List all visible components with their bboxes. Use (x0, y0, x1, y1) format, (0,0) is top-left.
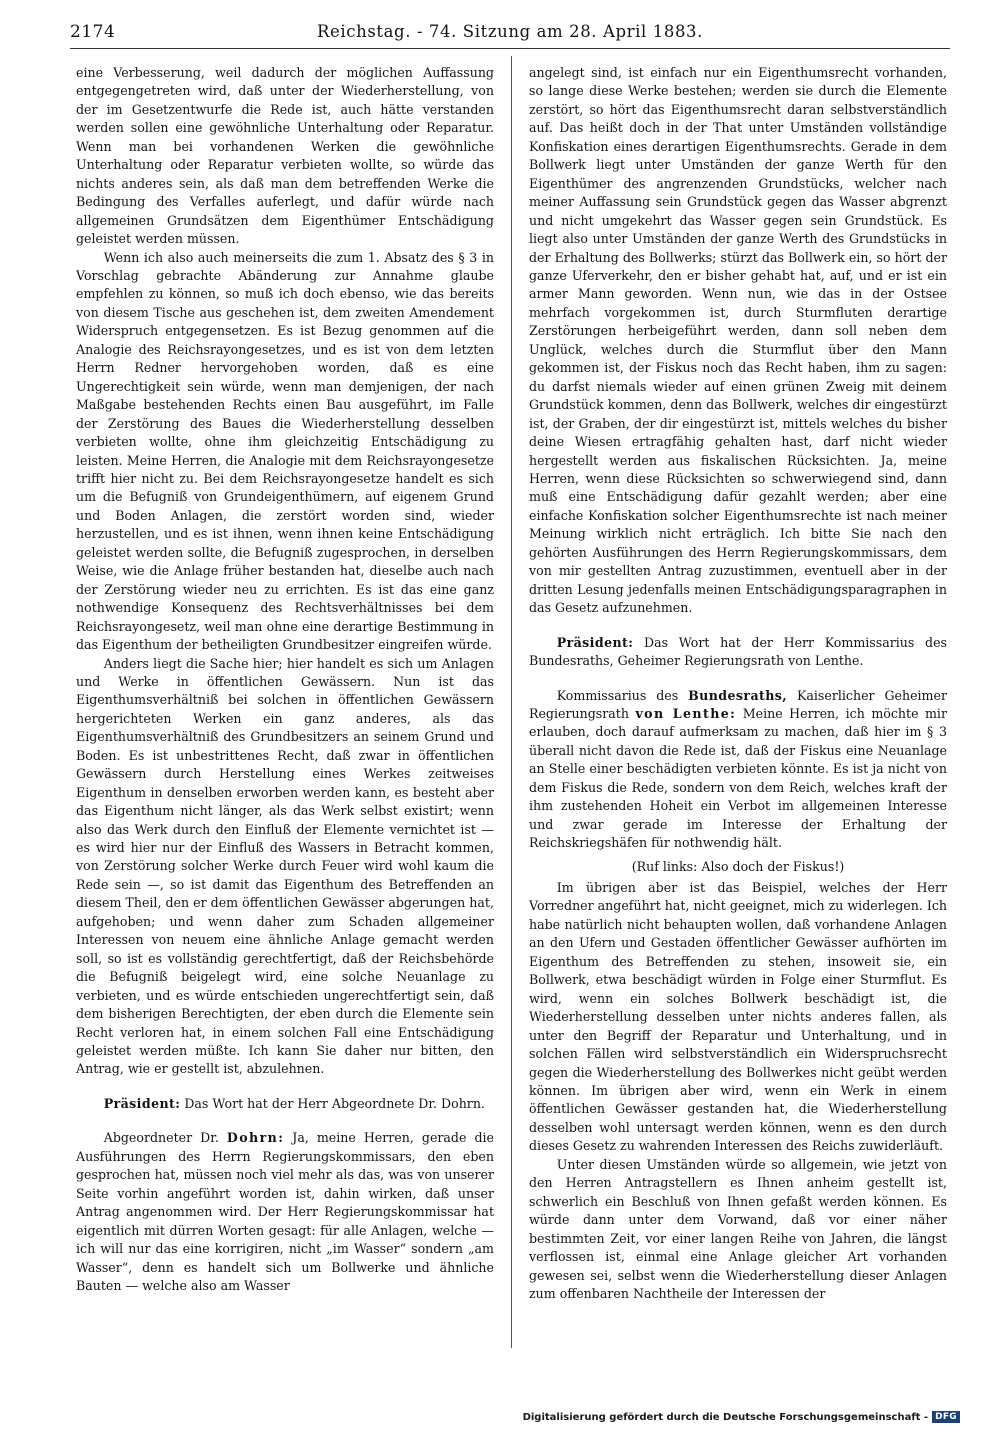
left-column (76, 64, 494, 1295)
paragraph: Anders liegt die Sache hier; hier handelt es sich um Anlagen und Werke in öffentlichen Gewässern. Nun ist das Eigenthumsverhältniß bei solchen in öffentlichen Gewässern hergerichteten Werken ein ganz anderes, als das Eigenthumsverhältniß des Grundbesitzers an seinem Grund und Boden. Es ist unbestrittenes Recht, daß zwar in öffentlichen Gewässern durch Herstellung eines Werkes zeitweises Eigenthum in denselben erworben werden kann, es besteht aber das Eigenthum nicht länger, als das Werk selbst existirt; wenn also das Werk durch den Einfluß der Elemente vernichtet ist — es wird hier nur der Einfluß des Wassers in Betracht kommen, von Zerstörung solcher Werke durch Feuer wird wohl kaum die Rede sein —, so ist damit das Eigenthum des Betreffenden an diesem Theil, den er dem öffentlichen Gewässer abgerungen hat, aufgehoben; und wenn daher zum Schaden allgemeiner Interessen von neuem eine ähnliche Anlage gemacht werden soll, so ist es vollständig gerechtfertigt, daß der Reichsbehörde die Befugniß beigelegt wird, eine solche Neuanlage zu verbieten, und es würde entschieden ungerechtfertigt sein, daß dem bisherigen Berechtigten, der eben durch die Elemente sein Recht verloren hat, in einem solchen Fall eine Entschädigung geleistet werden müßte. Ich kann Sie daher nur bitten, den Antrag, wie er gestellt ist, abzulehnen. (76, 655, 494, 1077)
page-number: 2174 (70, 22, 116, 42)
running-title: Reichstag. - 74. Sitzung am 28. April 1883. (316, 22, 703, 41)
speech-president (76, 1095, 494, 1113)
interjection: (Ruf links: Also doch der Fiskus!) (631, 858, 845, 874)
header-rule (70, 48, 950, 49)
speech-text: Das Wort hat der Herr Abgeordnete Dr. Dohrn. (184, 1095, 485, 1111)
page-header (70, 22, 950, 48)
speech-dohrn (76, 1129, 494, 1295)
speech-lenthe (529, 687, 947, 853)
speech-text: Das Wort hat der Herr Kommissarius des Bundesraths, Geheimer Regierungsrath von Lenthe. (529, 634, 947, 669)
speech-text: Ja, meine Herren, gerade die Ausführungen des Herrn Regierungskommissars, den eben gesprochen hat, müssen noch viel mehr als das, was von unserer Seite vorhin angeführt worden ist, dahin wirken, daß unser Antrag angenommen wird. Der Herr Regierungskommissar hat eigentlich mit dürren Worten gesagt: für alle Anlagen, welche — ich will nur das eine korrigiren, nicht „im Wasser“ sondern „am Wasser“, denn es handelt sich um Bollwerke und ähnliche Bauten — welche also am Wasser (76, 1130, 494, 1293)
paragraph: eine Verbesserung, weil dadurch der möglichen Auffassung entgegengetreten wird, daß unter der Wiederherstellung, von der im Gesetzentwurfe die Rede ist, auch hätte verstanden werden sollen eine gewöhnliche Unterhaltung oder Reparatur. Wenn man bei vorhandenen Werken die gewöhnliche Unterhaltung oder Reparatur verbieten wollte, so würde das nichts anderes sein, als daß man dem betreffenden Werke die Bedingung des Verfalles auferlegt, und dafür würde nach allgemeinen Grundsätzen dem Eigenthümer Entschädigung geleistet werden müssen. (76, 65, 494, 247)
speaker-role: Bundesraths, (688, 687, 788, 703)
paragraph: angelegt sind, ist einfach nur ein Eigenthumsrecht vorhanden, so lange diese Werke bestehen; werden sie durch die Elemente zerstört, so hört das Eigenthumsrecht daran selbstverständlich auf. Das heißt doch in der That unter Umständen vollständige Konfiskation eines derartigen Eigenthumsrechts. Gerade in dem Bollwerk liegt unter Umständen der ganze Werth für den Eigenthümer des angrenzenden Grundstücks, welcher nach meiner Auffassung sein Grundstück gegen das Wasser abgrenzt und nicht umgekehrt das Wasser gegen sein Grundstück. Es liegt also unter Umständen der ganze Werth des Grundstücks in der Erhaltung des Bollwerks; stürzt das Bollwerk ein, so hört der ganze Uferverkehr, den er bisher gehabt hat, auf, und er ist ein armer Mann geworden. Wenn nun, wie das in der Ostsee mehrfach vorgekommen ist, durch Sturmfluten derartige Zerstörungen herbeigeführt werden, dann soll neben dem Unglück, welches durch die Sturmflut über den Mann gekommen ist, der Fiskus noch das Recht haben, ihm zu sagen: du darfst niemals wieder auf einen grünen Zweig mit deinem Grundstück kommen, denn das Bollwerk, welches dir eingestürzt ist, der Graben, der dir eingestürzt ist, mittels welches du bisher deine Wiesen ertragfähig gehalten hast, darf nicht wieder hergestellt werden aus fiskalischen Rücksichten. Ja, meine Herren, wenn diese Rücksichten so schwerwiegend sind, dann muß eine Entschädigung dafür gezahlt werden; aber eine einfache Konfiskation solcher Eigenthumsrechte ist nach meiner Meinung wirklich nicht erträglich. Ich bitte Sie nach den gehörten Ausführungen des Herrn Regierungskommissars, dem von mir gestellten Antrag zuzustimmen, eventuell aber in der dritten Lesung jedenfalls meinen Entschädigungsparagraphen in das Gesetz aufzunehmen. (529, 65, 947, 616)
speaker-name: Präsident: (103, 1095, 181, 1111)
paragraph: Wenn ich also auch meinerseits die zum 1. Absatz des § 3 in Vorschlag gebrachte Abänderung zur Annahme glaube empfehlen zu können, so muß ich doch ebenso, wie das bereits von diesem Tische aus geschehen ist, dem zweiten Amendement Widerspruch entgegensetzen. Es ist Bezug genommen auf die Analogie des Reichsrayongesetzes, und es ist von dem letzten Herrn Redner hervorgehoben worden, daß es eine Ungerechtigkeit sein würde, wenn man demjenigen, der nach Maßgabe bestehenden Rechts einen Bau ausgeführt, im Falle der Zerstörung des Baues die Wiederherstellung desselben verbieten wollte, ohne ihm gleichzeitig Entschädigung zu leisten. Meine Herren, die Analogie mit dem Reichsrayongesetze trifft hier nicht zu. Bei dem Reichsrayongesetze handelt es sich um die Befugniß von Grundeigenthümern, auf eigenem Grund und Boden Anlagen, die zerstört worden sind, wieder herzustellen, und es ist ihnen, wenn ihnen keine Entschädigung geleistet werden sollte, die Befugniß zugesprochen, in derselben Weise, wie die Anlage früher bestanden hat, dieselbe auch nach der Zerstörung wieder neu zu errichten. Es ist das eine ganz nothwendige Konsequenz des Rechtsverhältnisses bei dem Reichsrayongesetz, weil man ohne eine derartige Bestimmung in das Eigenthum der betheiligten Grundbesitzer eingreifen würde. (76, 249, 494, 653)
footer (523, 1411, 960, 1423)
speaker-name: Dohrn: (226, 1130, 285, 1146)
column-divider (511, 56, 512, 1348)
right-column (529, 64, 947, 1303)
paragraph: Unter diesen Umständen würde so allgemein, wie jetzt von den Herren Antragstellern es Ihnen anheim gestellt ist, schwerlich ein Beschluß von Ihnen gefaßt werden können. Es würde dann unter dem Vorwand, daß vor einer näher bestimmten Zeit, vor einer langen Reihe von Jahren, die längst verflossen ist, einmal eine Anlage gleicher Art vorhanden gewesen sei, selbst wenn die Wiederherstellung dieser Anlagen zum offenbaren Nachtheile der Interessen der (529, 1156, 947, 1301)
footer-text: Digitalisierung gefördert durch die Deutsche Forschungsgemeinschaft - (522, 1411, 929, 1423)
dfg-logo: DFG (932, 1411, 960, 1423)
speech-text: Meine Herren, ich möchte mir erlauben, doch darauf aufmerksam zu machen, daß hier im § 3 überall nicht davon die Rede ist, daß der Fiskus eine Neuanlage an Stelle einer beschädigten verbieten könnte. Es ist ja nicht von dem Fiskus die Rede, sondern von dem Reich, welches kraft der ihm zustehenden Hoheit ein Verbot im allgemeinen Interesse und zwar gerade im Interesse der Erhaltung der Reichskriegshäfen für nothwendig hält. (529, 705, 947, 851)
speaker-prefix: Kommissarius des (556, 687, 679, 703)
speaker-name: von Lenthe: (635, 705, 737, 721)
speaker-title: Kaiserlicher Geheimer Regierungsrath (529, 687, 947, 721)
paragraph: Im übrigen aber ist das Beispiel, welches der Herr Vorredner angeführt hat, nicht geeignet, mich zu widerlegen. Ich habe natürlich nicht behaupten wollen, daß vorhandene Anlagen an den Ufern und Gestaden öffentlicher Gewässer aufhörten im Eigenthum des Betreffenden zu stehen, insoweit sie, ein Bollwerk, etwa beschädigt würden in Folge einer Sturmflut. Es wird, wenn ein solches Bollwerk beschädigt ist, die Wiederherstellung desselben unter nichts anderes fallen, als unter den Begriff der Reparatur und Unterhaltung, und in solchen Fällen wird selbstverständlich ein Widerspruchsrecht gegen die Wiederherstellung des Bollwerkes nicht geübt werden können. Im übrigen aber wird, wenn ein Werk in einem öffentlichen Gewässer gestanden hat, die Wiederherstellung desselben wohl untersagt werden können, wenn es den durch dieses Gesetz zu wahrenden Interessen des Reichs zuwiderläuft. (529, 880, 947, 1154)
speaker-prefix: Abgeordneter Dr. (103, 1130, 219, 1146)
speech-president (529, 634, 947, 671)
speaker-name: Präsident: (556, 634, 634, 650)
